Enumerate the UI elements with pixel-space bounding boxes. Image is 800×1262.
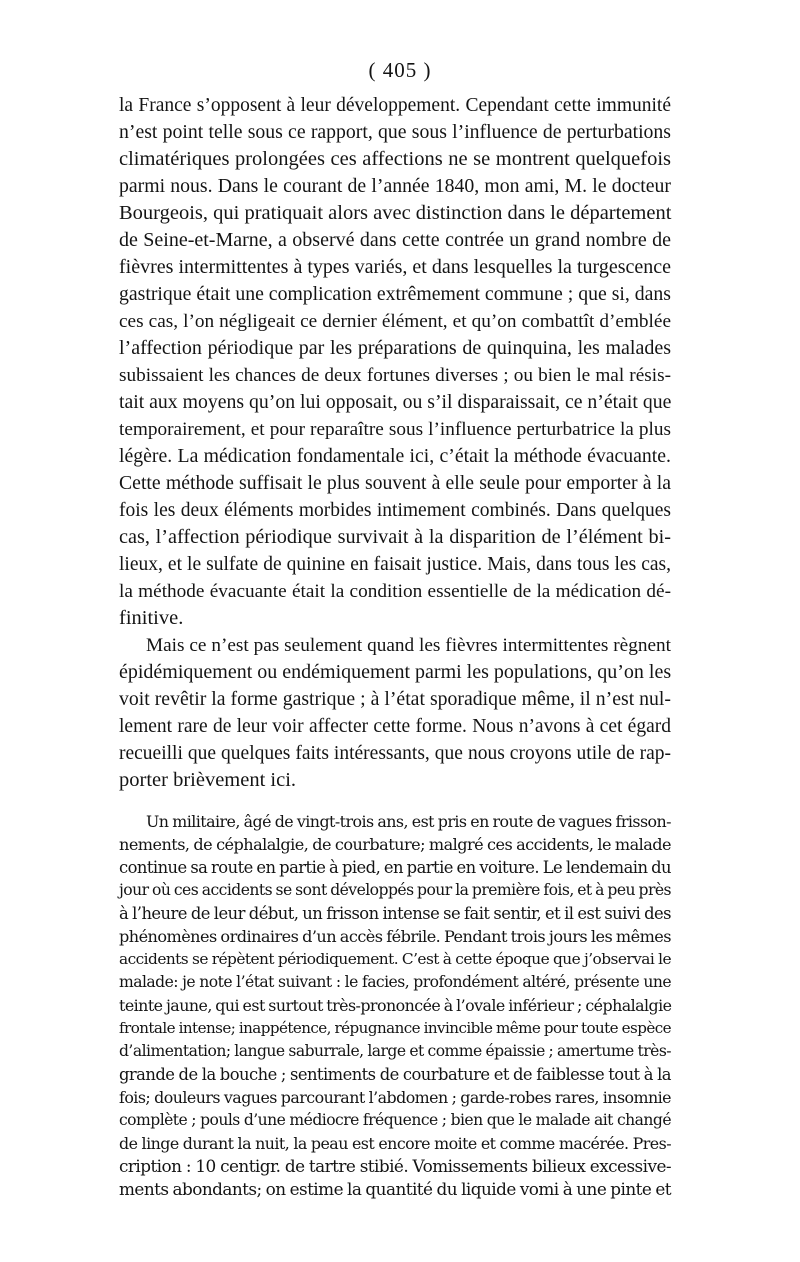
page-number: ( 405 ) — [368, 58, 432, 82]
observation-line: cription : 10 centigr. de tartre stibié. Vomissements bilieux excessive- — [119, 1156, 671, 1176]
main-line: Mais ce n’est pas seulement quand les fièvres intermittentes règnent — [146, 635, 671, 656]
main-line: gastrique était une complication extrêmement commune ; que si, dans — [119, 283, 671, 305]
main-line: subissaient les chances de deux fortunes diverses ; ou bien le mal résis- — [119, 365, 671, 386]
observation-line: complète ; pouls d’une médiocre fréquence ; bien que le malade ait changé — [119, 1111, 671, 1129]
observation-line: Un militaire, âgé de vingt-trois ans, est pris en route de vagues frisson- — [146, 812, 671, 831]
main-line: lieux, et le sulfate de quinine en faisait justice. Mais, dans tous les cas, — [119, 554, 671, 575]
main-line: légère. La médication fondamentale ici, c’était la méthode évacuante. — [119, 445, 671, 467]
main-line: cas, l’affection périodique survivait à la disparition de l’élément bi- — [119, 526, 671, 548]
main-line: voit revêtir la forme gastrique ; à l’état sporadique même, il n’est nul- — [119, 688, 671, 710]
observation-line: continue sa route en partie à pied, en partie en voiture. Le lendemain du — [119, 858, 671, 877]
main-line: ces cas, l’on négligeait ce dernier élément, et qu’on combattît d’emblée — [119, 311, 671, 332]
main-line: la méthode évacuante était la condition essentielle de la médication dé- — [119, 581, 671, 602]
main-line: finitive. — [119, 607, 184, 629]
observation-line: nements, de céphalalgie, de courbature; malgré ces accidents, le malade — [119, 835, 671, 854]
observation-line: phénomènes ordinaires d’un accès fébrile. Pendant trois jours les mêmes — [119, 927, 671, 946]
observation-line: jour où ces accidents se sont développés pour la première fois, et à peu près — [119, 881, 671, 899]
main-line: fois les deux éléments morbides intimement combinés. Dans quelques — [119, 500, 671, 521]
observation-line: teinte jaune, qui est surtout très-prononcée à l’ovale inférieur ; céphalalgie — [119, 996, 672, 1015]
main-line: n’est point telle sous ce rapport, que sous l’influence de perturbations — [119, 121, 671, 143]
observation-line: malade: je note l’état suivant : le facies, profondément altéré, présente une — [119, 973, 671, 991]
main-line: épidémiquement ou endémiquement parmi les populations, qu’on les — [119, 661, 672, 683]
observation-line: accidents se répètent périodiquement. C’est à cette époque que j’observai le — [119, 950, 671, 968]
main-line: tait aux moyens qu’on lui opposait, ou s’il disparaissait, ce n’était que — [119, 391, 672, 413]
observation-line: ments abondants; on estime la quantité du liquide vomi à une pinte et — [119, 1179, 671, 1199]
main-line: Cette méthode suffisait le plus souvent à elle seule pour emporter à la — [119, 472, 671, 494]
main-line: de Seine-et-Marne, a observé dans cette contrée un grand nombre de — [119, 229, 671, 251]
observation-line: d’alimentation; langue saburrale, large et comme épaissie ; amertume très- — [119, 1042, 671, 1060]
observation-line: frontale intense; inappétence, répugnance invincible même pour toute espèce — [119, 1019, 671, 1037]
main-line: lement rare de leur voir affecter cette forme. Nous n’avons à cet égard — [119, 716, 671, 737]
main-line: temporairement, et pour reparaître sous l’influence perturbatrice la plus — [119, 419, 671, 440]
main-line: recueilli que quelques faits intéressants, que nous croyons utile de rap- — [119, 743, 671, 764]
main-line: la France s’opposent à leur développement. Cependant cette immunité — [119, 95, 671, 116]
main-line: l’affection périodique par les préparations de quinquina, les malades — [119, 337, 671, 359]
main-line: porter brièvement ici. — [119, 769, 297, 791]
main-line: climatériques prolongées ces affections ne se montrent quelquefois — [119, 148, 671, 170]
observation-line: grande de la bouche ; sentiments de courbature et de faiblesse tout à la — [119, 1065, 671, 1084]
observation-line: à l’heure de leur début, un frisson intense se fait sentir, et il est suivi des — [119, 904, 671, 923]
main-line: parmi nous. Dans le courant de l’année 1840, mon ami, M. le docteur — [119, 175, 671, 197]
main-line: fièvres intermittentes à types variés, et dans lesquelles la turgescence — [119, 256, 671, 278]
observation-line: de linge durant la nuit, la peau est encore moite et comme macérée. Pres- — [119, 1134, 671, 1153]
main-line: Bourgeois, qui pratiquait alors avec distinction dans le département — [119, 202, 672, 224]
observation-line: fois; douleurs vagues parcourant l’abdomen ; garde-robes rares, insomnie — [119, 1088, 671, 1107]
